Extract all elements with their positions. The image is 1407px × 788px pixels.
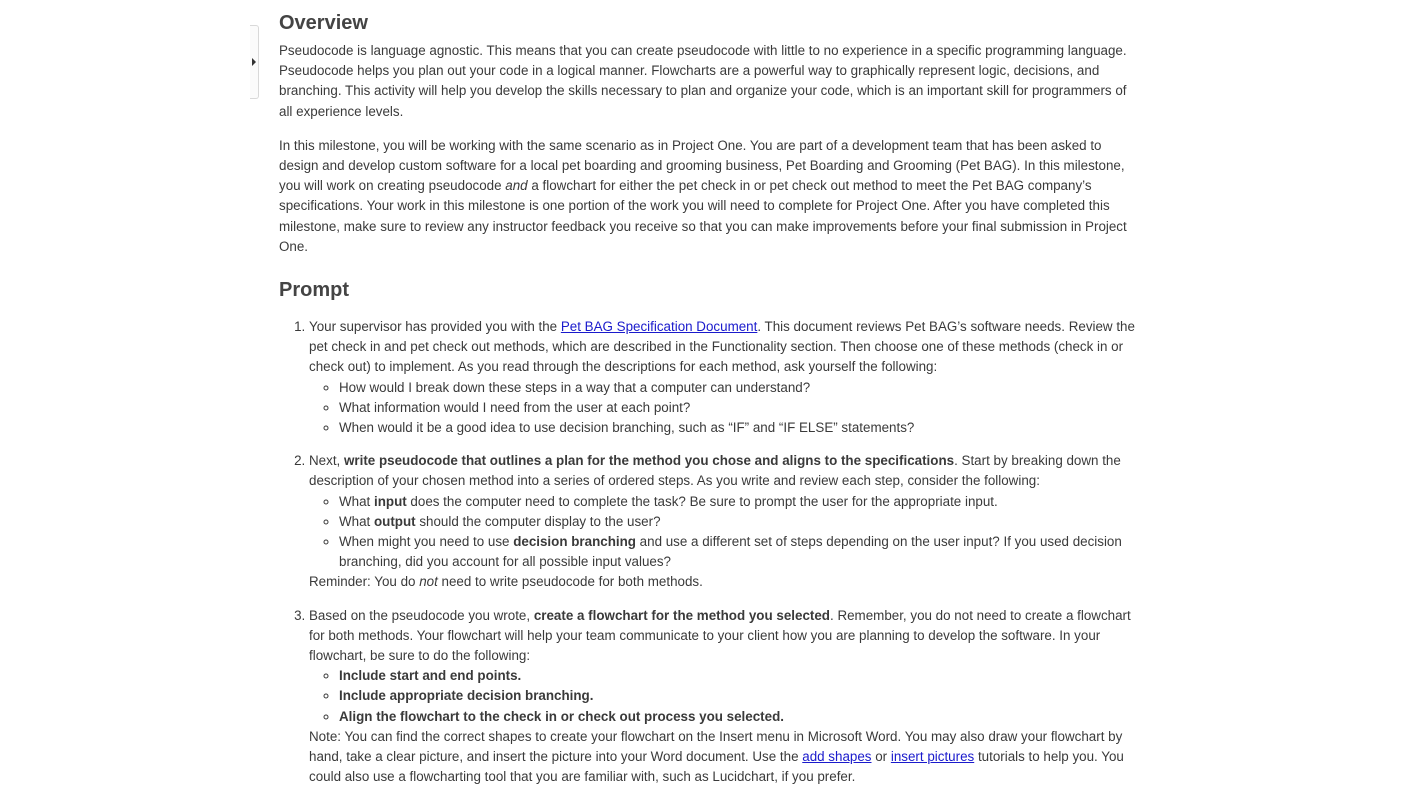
list-item <box>339 492 1141 512</box>
list-item-bold: decision branching <box>513 534 636 550</box>
reminder-emphasis: not <box>419 574 438 590</box>
list-item-bold: input <box>373 493 407 509</box>
reminder-text: Reminder: You do <box>309 574 420 590</box>
insert-pictures-link[interactable]: insert pictures <box>890 749 975 765</box>
step-3-requirements <box>309 666 1141 727</box>
list-item: ◦ When would it be a good idea to use decision branching, such as “IF” and “IF ELSE” statements? <box>339 418 1141 438</box>
step-text: . This document reviews Pet BAG’s software needs. Review the pet check in and pet check out methods, which are described in the Functionality section. Then choose one of these methods (check in or check out) to implement. As you read through the descriptions for each method, ask yourself the following: <box>309 319 1135 375</box>
note-text: Note: You can find the correct shapes to create your flowchart on the Insert menu in Microsoft Word. You may also draw your flowchart by hand, take a clear picture, and insert the picture into your Word document. Use the <box>309 728 1123 765</box>
note-text: or <box>871 749 891 765</box>
list-item <box>339 707 1141 727</box>
list-item: ◦ What information would I need from the user at each point? <box>339 398 1141 418</box>
note-text: tutorials to help you. You could also use a flowcharting tool that you are familiar with, such as Lucidchart, if you prefer. <box>309 749 1124 785</box>
overview-paragraph-2-text: In this milestone, you will be working with the same scenario as in Project One. You are part of a development team that has been asked to design and develop custom software for a local pet boarding and grooming business, Pet Boarding and Grooming (Pet BAG). In this milestone, you will work on creating pseudocode <box>279 137 1125 194</box>
list-item-bold: output <box>373 513 416 529</box>
list-item <box>339 666 1141 686</box>
sidebar-toggle-button[interactable] <box>250 25 259 99</box>
prompt-steps-list <box>279 317 1141 787</box>
prompt-step-1 <box>309 317 1141 438</box>
step-text: Based on the pseudocode you wrote, <box>309 607 534 623</box>
list-item-text: When might you need to use <box>339 534 514 550</box>
step-text: . Start by breaking down the description of your chosen method into a series of ordered steps. As you write and review each step, consider the following: <box>309 453 1121 489</box>
overview-paragraph-2 <box>279 136 1141 257</box>
list-item-bold: Include appropriate decision branching. <box>339 688 594 704</box>
step-text: . Remember, you do not need to create a flowchart for both methods. Your flowchart will help your team communicate to your client how you are planning to develop the software. In your flowchart, be sure to do the following: <box>309 607 1131 664</box>
flowchart-note <box>309 727 1141 788</box>
list-item-text: should the computer display to the user? <box>415 513 661 529</box>
document-content <box>279 9 1141 788</box>
step-text: Your supervisor has provided you with the <box>309 319 561 335</box>
prompt-step-2 <box>309 451 1141 592</box>
list-item: ◦ How would I break down these steps in a way that a computer can understand? <box>339 378 1141 398</box>
list-item-text: What <box>339 493 374 509</box>
spec-document-link[interactable]: Pet BAG Specification Document <box>560 319 758 335</box>
step-text: Next, <box>309 453 344 469</box>
list-item <box>339 532 1141 572</box>
prompt-heading: Prompt <box>279 279 349 302</box>
overview-paragraph-1: Pseudocode is language agnostic. This means that you can create pseudocode with little to no experience in a specific programming language. Pseudocode helps you plan out your code in a logical manner. Flowcharts are a powerful way to graphically represent logic, decisions, and branching. This activity will help you develop the skills necessary to plan and organize your code, which is an important skill for programmers of all experience levels. <box>279 43 1127 119</box>
step-bold-text: write pseudocode that outlines a plan for the method you chose and aligns to the specifications <box>343 453 955 469</box>
list-item-bold: Align the flowchart to the check in or check out process you selected. <box>339 708 784 724</box>
add-shapes-link[interactable]: add shapes <box>802 749 872 765</box>
step-2-considerations <box>309 492 1141 573</box>
list-item <box>339 686 1141 706</box>
overview-paragraph-2-emphasis: and <box>505 178 528 194</box>
list-item <box>339 512 1141 532</box>
overview-paragraph-2-text: a flowchart for either the pet check in or pet check out method to meet the Pet BAG company’s specifications. Your work in this milestone is one portion of the work you will need to complete for Project One. After you have completed this milestone, make sure to review any instructor feedback you receive so that you can make improvements before your final submission in Project One. <box>279 178 1127 254</box>
step-1-questions <box>309 378 1141 439</box>
list-item-text: What <box>339 513 374 529</box>
caret-right-icon <box>252 58 256 66</box>
list-item-text: does the computer need to complete the task? Be sure to prompt the user for the appropriate input. <box>406 493 998 509</box>
prompt-step-3 <box>309 606 1141 788</box>
reminder-text: need to write pseudocode for both methods. <box>437 574 703 590</box>
reminder-note <box>309 572 1141 592</box>
overview-heading: Overview <box>279 12 368 34</box>
list-item-bold: Include start and end points. <box>339 668 522 684</box>
list-item-text: and use a different set of steps depending on the user input? If you used decision branching, did you account for all possible input values? <box>339 534 1122 570</box>
step-bold-text: create a flowchart for the method you selected <box>533 607 830 623</box>
